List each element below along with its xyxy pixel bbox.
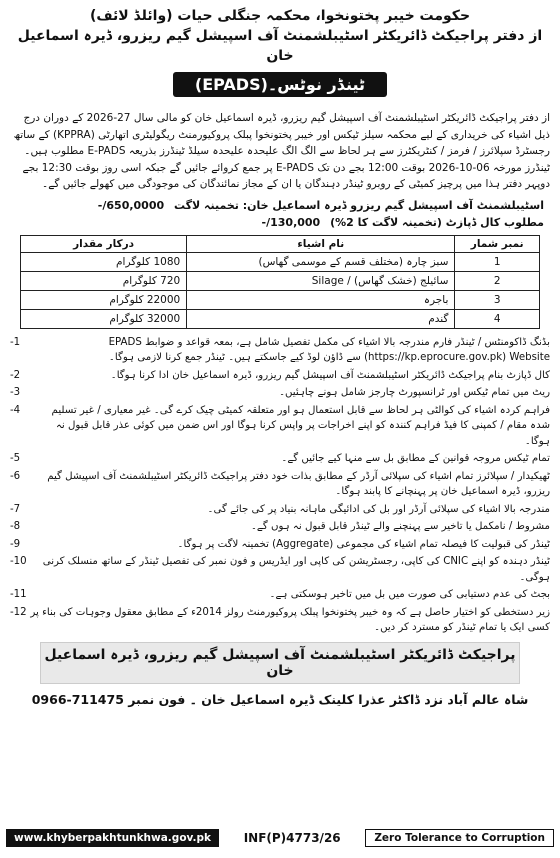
slogan: Zero Tolerance to Corruption <box>365 829 554 847</box>
table-row <box>21 252 540 271</box>
term-text: کال ڈپازٹ بنام پراجیکٹ ڈائریکٹر اسٹیبلشمنٹ آف اسپیشل گیم ریزرو، ڈیرہ اسماعیل خان ادا کرنا ہوگا۔ <box>110 369 550 381</box>
row-serial: 4 <box>455 309 540 328</box>
table-header-row <box>21 235 540 252</box>
term-number: -1 <box>10 336 21 348</box>
cdr-line <box>10 214 544 231</box>
list-item <box>10 537 550 553</box>
list-item <box>10 605 550 636</box>
signature-title: پراجیکٹ ڈائریکٹر اسٹیبلشمنٹ آف اسپیشل گیم ریزرو، ڈیرہ اسماعیل خان <box>40 642 520 684</box>
term-text: زیر دستخطی کو اختیار حاصل ہے کہ وہ خیبر پختونخوا پبلک پروکیورمنٹ رولز 2014ء کے مطابق معقول وجوہات کی بناء پر کسی ایک یا تمام ٹینڈر کو مسترد کر دیں۔ <box>30 606 550 633</box>
row-quantity: 32000 کلوگرام <box>21 309 187 328</box>
term-text: ٹھیکیدار / سپلائرز تمام اشیاء کی سپلائی آرڈر کے مطابق بذات خود دفتر پراجیکٹ ڈائریکٹر اسٹیبلشمنٹ آف اسپیشل گیم ریزرو، ڈیرہ اسماعیل خان پر پہنچانے کا پابند ہوگا۔ <box>47 470 550 497</box>
term-number: -10 <box>10 556 27 567</box>
list-item <box>10 587 550 603</box>
list-item <box>10 451 550 467</box>
table-row <box>21 290 540 309</box>
intro-paragraph: از دفتر پراجیکٹ ڈائریکٹر اسٹیبلشمنٹ آف اسپیشل گیم ریزرو، ڈیرہ اسماعیل خان کو مالی سال 27-2026 کے دوران درج ذیل اشیاء کی خریداری کے لیے محکمہ سیلز ٹیکس اور خیبر پختونخوا پبلک پروکیورمنٹ ریگولیٹری اتھارٹی (KPPRA) کے ساتھ رجسٹرڈ سپلائرز / فرمز / کنٹریکٹرز سے ہر لحاظ سے الگ الگ علیحدہ علیحدہ سیلڈ ٹینڈرز بذریعہ E-PADS مطلوب ہیں۔ ٹینڈرز مورخہ 06-10-2026 بوقت 12:00 بجے دن تک E-PADS پر جمع کروائے جائیں گے جبکہ اسی روز بوقت 12:30 بجے دوپہر دفتر ہذا میں پرچیز کمیٹی کے روبرو ٹینڈر دہندگان یا ان کے مجاز نمائندگان کی موجودگی میں کھولے جائیں گے۔ <box>13 112 550 190</box>
list-item <box>10 469 550 500</box>
header-item: نام اشیاء <box>187 235 455 252</box>
website-link[interactable]: www.khyberpakhtunkhwa.gov.pk <box>6 829 219 847</box>
row-serial: 2 <box>455 271 540 290</box>
row-item: باجرہ <box>187 290 455 309</box>
footer-bar <box>6 826 554 850</box>
estimated-cost-value: -/650,0000 <box>97 198 165 212</box>
list-item <box>10 519 550 535</box>
items-table <box>20 235 540 329</box>
tender-notice-banner: ٹینڈر نوٹس۔(EPADS) <box>173 72 387 97</box>
row-quantity: 1080 کلوگرام <box>21 252 187 271</box>
term-text: ٹینڈر دہندہ کو اپنے CNIC کی کاپی، رجسٹریشن کی کاپی اور ایڈریس و فون نمبر کی تفصیل ٹینڈر کے ساتھ منسلک کرنی ہوگی۔ <box>42 556 550 583</box>
reference-number: INF(P)4773/26 <box>243 831 341 845</box>
address-text: شاہ عالم آباد نزد ڈاکٹر عذرا کلینک ڈیرہ اسماعیل خان ۔ فون نمبر <box>128 691 529 707</box>
table-row <box>21 271 540 290</box>
term-number: -3 <box>10 387 21 398</box>
term-number: -12 <box>10 606 27 618</box>
list-item <box>10 368 550 384</box>
cdr-label: مطلوب کال ڈپازٹ (تخمینہ لاگت کا 2%) <box>330 215 544 229</box>
table-row <box>21 309 540 328</box>
row-serial: 3 <box>455 290 540 309</box>
term-number: -4 <box>10 404 21 416</box>
term-number: -5 <box>10 453 21 464</box>
phone-number: 0966-711475 <box>31 691 124 707</box>
row-item: سبز چارہ (مختلف قسم کے موسمی گھاس) <box>187 252 455 271</box>
row-quantity: 22000 کلوگرام <box>21 290 187 309</box>
term-number: -2 <box>10 369 21 381</box>
terms-list <box>10 335 550 636</box>
header-serial: نمبر شمار <box>455 235 540 252</box>
term-text: فراہم کردہ اشیاء کی کوالٹی ہر لحاظ سے قابل استعمال ہو اور متعلقہ کمیٹی چیک کرے گی۔ غیر معیاری / غیر تسلیم شدہ مقام / کمپنی کا فیڈ فراہم کنندہ کو اپنے اخراجات پر واپس کرنا ہوگا اور اس ضمن میں کوئی عذر قابل قبول نہ ہوگا۔ <box>51 404 550 447</box>
banner-container <box>6 72 554 102</box>
term-number: -11 <box>10 589 27 600</box>
term-number: -6 <box>10 470 21 482</box>
list-item <box>10 403 550 450</box>
term-text: ٹینڈر کی قبولیت کا فیصلہ تمام اشیاء کی مجموعی (Aggregate) تخمینہ لاگت پر ہوگا۔ <box>177 538 550 550</box>
term-text: بجٹ کی عدم دستیابی کی صورت میں بل میں تاخیر ہوسکتی ہے۔ <box>269 589 550 600</box>
term-text: تمام ٹیکس مروجہ قوانین کے مطابق بل سے منہا کیے جائیں گے۔ <box>281 453 550 464</box>
header-quantity: درکار مقدار <box>21 235 187 252</box>
term-number: -9 <box>10 538 21 550</box>
list-item <box>10 385 550 401</box>
row-item: سائیلج (خشک گھاس) / Silage <box>187 271 455 290</box>
tender-notice-page <box>6 4 554 854</box>
row-serial: 1 <box>455 252 540 271</box>
estimated-cost-line <box>10 197 544 214</box>
office-heading: از دفتر پراجیکٹ ڈائریکٹر اسٹیبلشمنٹ آف اسپیشل گیم ریزرو، ڈیرہ اسماعیل خان <box>17 28 543 64</box>
term-text: ریٹ میں تمام ٹیکس اور ٹرانسپورٹ چارجز شامل ہونے چاہئیں۔ <box>279 387 550 398</box>
list-item <box>10 554 550 585</box>
department-heading: حکومت خیبر پختونخوا، محکمہ جنگلی حیات (وائلڈ لائف) <box>89 8 471 24</box>
term-text: مشروط / نامکمل یا تاخیر سے پہنچنے والے ٹینڈر قابل قبول نہ ہوں گے۔ <box>250 521 550 532</box>
list-item <box>10 335 550 366</box>
term-number: -7 <box>10 503 21 515</box>
term-text: مندرجہ بالا اشیاء کی سپلائی آرڈر اور بل کی ادائیگی ماہانہ بنیاد پر کی جائے گی۔ <box>207 503 550 515</box>
cdr-value: -/130,000 <box>261 215 321 229</box>
contact-address <box>6 692 554 707</box>
row-quantity: 720 کلوگرام <box>21 271 187 290</box>
row-item: گندم <box>187 309 455 328</box>
list-item <box>10 502 550 518</box>
term-text: بڈنگ ڈاکومنٹس / ٹینڈر فارم مندرجہ بالا اشیاء کی مکمل تفصیل شامل ہے، بمعہ قواعد و ضوابط EPADS (https://kp.eprocure.gov.pk) Website سے ڈاؤن لوڈ کیے جاسکتے ہیں۔ ٹینڈر جمع کرنا لازمی ہوگا۔ <box>108 336 550 363</box>
estimated-cost-label: اسٹیبلشمنٹ آف اسپیشل گیم ریزرو ڈیرہ اسماعیل خان: تخمینہ لاگت <box>173 198 544 212</box>
term-number: -8 <box>10 521 21 532</box>
